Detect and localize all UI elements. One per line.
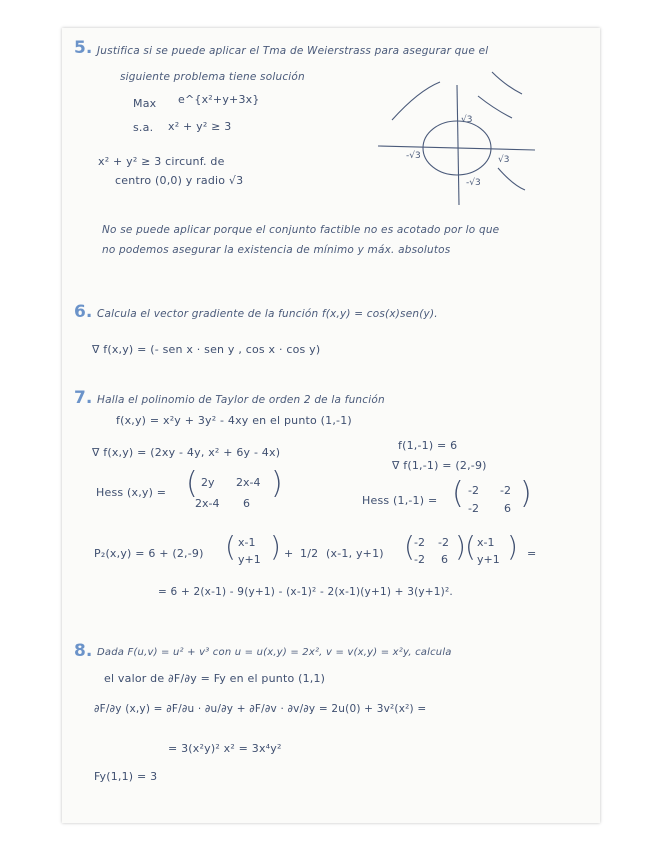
sketch-region-stroke-2 — [478, 96, 512, 118]
taylor-mat-1-2: -2 — [438, 536, 449, 549]
hess-value-cell-2-1: -2 — [468, 502, 479, 515]
hess-cell-1-1: 2y — [201, 476, 215, 489]
taylor-mat-left-paren: ( — [404, 530, 415, 563]
problem-8-number: 8. — [74, 641, 93, 661]
sketch-y-axis — [457, 85, 459, 205]
problem-5-answer-line-2: no podemos asegurar la existencia de mínimo y máx. absolutos — [102, 244, 451, 256]
hess-value-right-paren: ) — [520, 476, 532, 511]
taylor-mat-2-1: -2 — [414, 553, 425, 566]
hess-value-cell-1-1: -2 — [468, 484, 479, 497]
hess-left-paren: ( — [186, 466, 198, 501]
problem-5-statement-line-2: siguiente problema tiene solución — [120, 71, 305, 83]
hess-cell-1-2: 2x-4 — [236, 476, 261, 489]
problem-8-simplified: = 3(x²y)² x² = 3x⁴y² — [168, 742, 282, 755]
sketch-label-right: √3 — [498, 155, 510, 165]
problem-8-chain-rule: ∂F/∂y (x,y) = ∂F/∂u · ∂u/∂y + ∂F/∂v · ∂v/∂y = 2u(0) + 3v²(x²) = — [94, 703, 427, 715]
sketch-label-left: -√3 — [406, 151, 421, 161]
problem-8-statement-line-2: el valor de ∂F/∂y = Fy en el punto (1,1) — [104, 672, 326, 685]
sketch-region-stroke-4 — [498, 168, 525, 190]
problem-8-statement-line-1: Dada F(u,v) = u² + v³ con u = u(x,y) = 2x², v = v(x,y) = x²y, calcula — [97, 647, 452, 658]
taylor-vec2-left-paren: ( — [465, 530, 476, 563]
problem-6-number: 6. — [74, 302, 93, 322]
problem-7-number: 7. — [74, 388, 93, 408]
hess-right-paren: ) — [271, 466, 283, 501]
sketch-x-axis — [378, 146, 535, 150]
problem-5-sa-label: s.a. — [133, 121, 154, 134]
problem-5-constraint: x² + y² ≥ 3 — [168, 120, 232, 133]
taylor-plus: + — [284, 547, 294, 560]
taylor-vec2-1: x-1 — [477, 536, 495, 549]
problem-7-statement-line-1: Halla el polinomio de Taylor de orden 2 de la función — [97, 394, 385, 406]
problem-5-statement-line-1: Justifica si se puede aplicar el Tma de Weierstrass para asegurar que el — [97, 45, 489, 57]
problem-5-circle-line-2: centro (0,0) y radio √3 — [115, 174, 244, 187]
problem-6-answer: ∇ f(x,y) = (- sen x · sen y , cos x · cos y) — [92, 343, 321, 356]
taylor-vec-right-paren: ) — [270, 530, 281, 563]
taylor-row-vector: (x-1, y+1) — [326, 547, 384, 560]
taylor-mat-2-2: 6 — [441, 553, 448, 566]
problem-7-f-value: f(1,-1) = 6 — [398, 439, 458, 452]
taylor-vec-left-paren: ( — [225, 530, 236, 563]
taylor-vec2-2: y+1 — [477, 553, 500, 566]
taylor-result: = 6 + 2(x-1) - 9(y+1) - (x-1)² - 2(x-1)(y+1) + 3(y+1)². — [158, 586, 453, 598]
hess-cell-2-1: 2x-4 — [195, 497, 220, 510]
taylor-mat-right-paren: ) — [455, 530, 466, 563]
hess-cell-2-2: 6 — [243, 497, 250, 510]
taylor-equals: = — [527, 547, 537, 560]
problem-6-statement: Calcula el vector gradiente de la función f(x,y) = cos(x)sen(y). — [97, 308, 438, 320]
taylor-vec-1: x-1 — [238, 536, 256, 549]
taylor-p2-left: P₂(x,y) = 6 + (2,-9) — [94, 547, 204, 560]
hess-value-cell-2-2: 6 — [504, 502, 511, 515]
sketch-region-stroke-1 — [392, 82, 440, 120]
problem-7-gradient-value: ∇ f(1,-1) = (2,-9) — [392, 459, 487, 472]
problem-5-objective: e^{x²+y+3x} — [178, 93, 260, 106]
problem-5-circle-line-1: x² + y² ≥ 3 circunf. de — [98, 155, 225, 168]
problem-7-gradient: ∇ f(x,y) = (2xy - 4y, x² + 6y - 4x) — [92, 446, 281, 459]
problem-7-hess-value-label: Hess (1,-1) = — [362, 494, 438, 507]
taylor-mat-1-1: -2 — [414, 536, 425, 549]
sketch-region-stroke-3 — [492, 72, 522, 94]
sketch-label-top: √3 — [461, 115, 473, 125]
taylor-vec2-right-paren: ) — [507, 530, 518, 563]
problem-5-max-label: Max — [133, 97, 157, 110]
problem-5-number: 5. — [74, 38, 93, 58]
problem-8-final-value: Fy(1,1) = 3 — [94, 770, 158, 783]
taylor-vec-2: y+1 — [238, 553, 261, 566]
hess-value-cell-1-2: -2 — [500, 484, 511, 497]
problem-5-answer-line-1: No se puede aplicar porque el conjunto factible no es acotado por lo que — [102, 224, 500, 236]
problem-7-hess-label: Hess (x,y) = — [96, 486, 167, 499]
problem-7-statement-line-2: f(x,y) = x²y + 3y² - 4xy en el punto (1,-1) — [116, 414, 352, 427]
sketch-label-bottom: -√3 — [466, 178, 481, 188]
hess-value-left-paren: ( — [452, 476, 464, 511]
taylor-half: 1/2 — [300, 547, 319, 560]
